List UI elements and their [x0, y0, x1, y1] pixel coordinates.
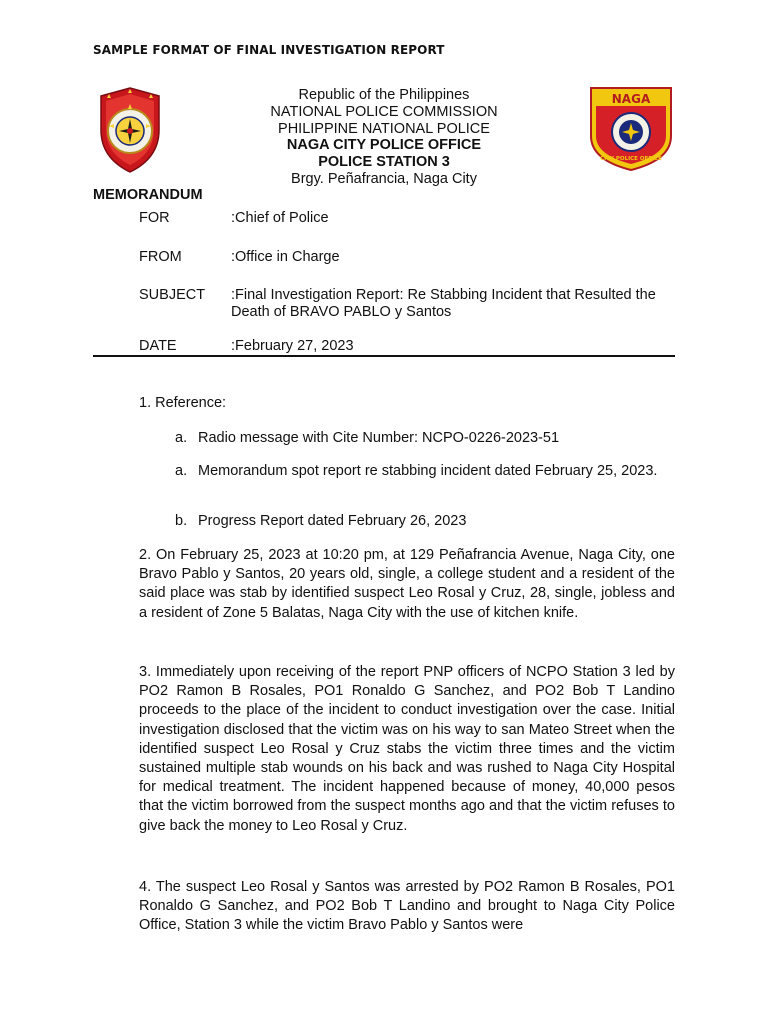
reference-text: Memorandum spot report re stabbing incident dated February 25, 2023.: [198, 463, 658, 479]
paragraph-3: 3. Immediately upon receiving of the report PNP officers of NCPO Station 3 led by PO2 Ramon B Rosales, PO1 Ronaldo G Sanchez, and PO2 Bob T Landino proceeds to the place of the incident to conduct investigation over the case. Initial investigation disclosed that the victim was on his way to san Mateo Street when the identified suspect Leo Rosal y Cruz stabs the victim three times and the victim sustained multiple stab wounds on his back and was rushed to Naga City Hospital for medical treatment. The incident happened because of money, 40,000 pesos that the victim borrowed from the suspect months ago and that the victim refuses to give back the money to Leo Rosal y Cruz.: [139, 664, 675, 834]
reference-text: Radio message with Cite Number: NCPO-0226-2023-51: [198, 430, 560, 446]
document-title: SAMPLE FORMAT OF FINAL INVESTIGATION REPORT: [93, 43, 445, 57]
memo-for-value: :Chief of Police: [231, 210, 329, 226]
reference-item: [175, 513, 675, 530]
letterhead-ncpo: NAGA CITY POLICE OFFICE: [286, 137, 482, 154]
reference-marker: a.: [175, 463, 188, 479]
memorandum-label: MEMORANDUM: [93, 187, 203, 203]
paragraph-4: 4. The suspect Leo Rosal y Santos was arrested by PO2 Ramon B Rosales, PO1 Ronaldo G Sanchez, and PO2 Bob T Landino and brought to Naga City Police Office, Station 3 while the victim Bravo Pablo y Santos were: [139, 879, 675, 934]
header-divider: [93, 355, 675, 357]
logo-naga-text: NAGA: [611, 92, 651, 106]
reference-marker: b.: [175, 513, 188, 529]
paragraph-2: 2. On February 25, 2023 at 10:20 pm, at 129 Peñafrancia Avenue, Naga City, one Bravo Pablo y Santos, 20 years old, single, a college student and a resident of the said place was stab by identified suspect Leo Rosal y Cruz, 28, single, jobless and a resident of Zone 5 Balatas, Naga City with the use of kitchen knife.: [139, 547, 675, 621]
memo-for-label: FOR: [139, 210, 170, 226]
letterhead-station: POLICE STATION 3: [318, 154, 450, 171]
reference-text: Progress Report dated February 26, 2023: [198, 513, 467, 529]
letterhead-republic: Republic of the Philippines: [298, 87, 470, 103]
letterhead-address: Brgy. Peñafrancia, Naga City: [291, 170, 477, 187]
letterhead-napolcom: NATIONAL POLICE COMMISSION: [270, 103, 498, 120]
reference-item: [175, 430, 675, 447]
letterhead: [200, 87, 568, 188]
naga-city-police-office-logo: [587, 86, 675, 172]
memo-date-label: DATE: [139, 338, 177, 354]
memo-date-value: :February 27, 2023: [231, 338, 354, 354]
memo-from-value: :Office in Charge: [231, 249, 340, 265]
reference-item: [175, 463, 675, 480]
reference-marker: a.: [175, 430, 188, 446]
memo-subject-value: :Final Investigation Report: Re Stabbing Incident that Resulted the Death of BRAVO PABLO y Santos: [231, 287, 656, 320]
reference-title: 1. Reference:: [139, 395, 227, 411]
memo-from-label: FROM: [139, 249, 182, 265]
memo-subject-label: SUBJECT: [139, 287, 206, 303]
letterhead-pnp: PHILIPPINE NATIONAL POLICE: [278, 120, 490, 137]
pnp-seal-logo: [97, 86, 163, 174]
logo-city-police-office-text: CITY POLICE OFFICE: [600, 156, 662, 162]
